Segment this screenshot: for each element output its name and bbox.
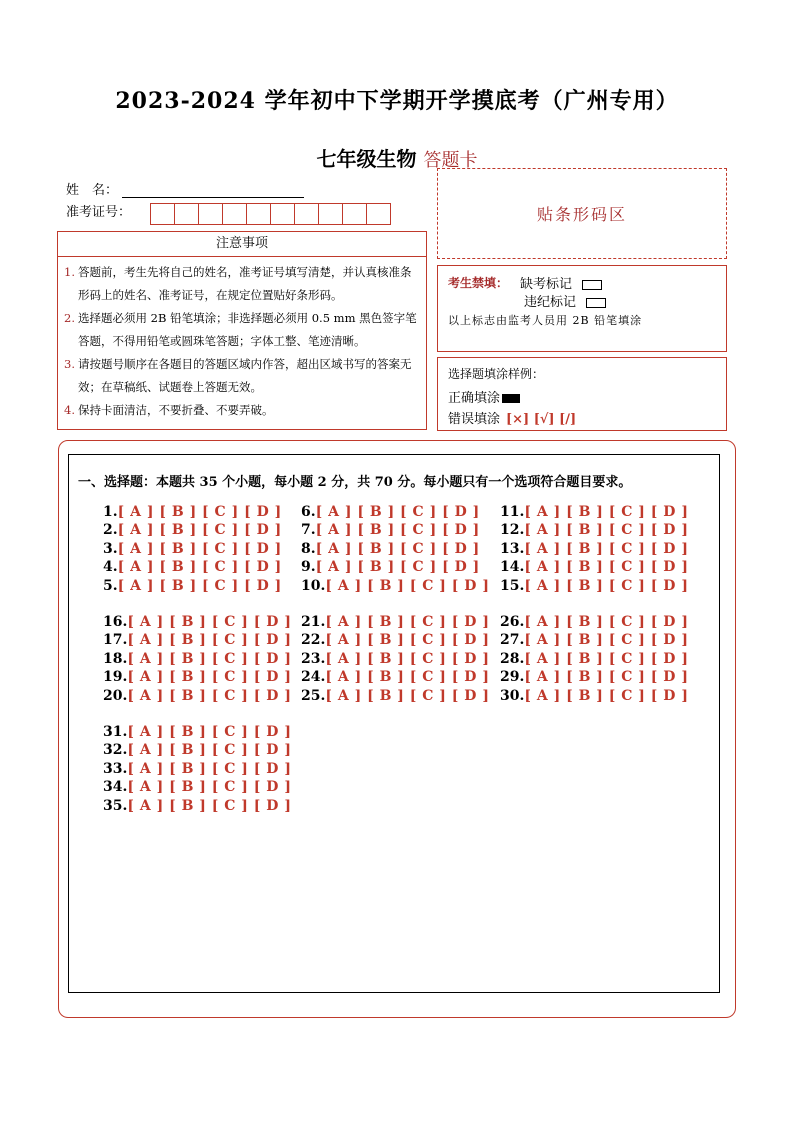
question-row[interactable] xyxy=(500,687,688,705)
section-title: 一、选择题：本题共 35 个小题，每小题 2 分，共 70 分。每小题只有一个选项符合题目要求。 xyxy=(78,475,632,490)
question-number: 1. xyxy=(103,504,118,520)
question-row[interactable] xyxy=(103,503,282,521)
name-row xyxy=(66,179,304,198)
question-number: 20. xyxy=(103,687,128,704)
question-row[interactable] xyxy=(500,631,688,649)
subject-name: 七年级生物 xyxy=(316,147,417,171)
answer-options[interactable]: [ A ] [ B ] [ C ] [ D ] xyxy=(315,522,480,539)
violation-mark-row: 违纪标记 xyxy=(524,291,606,310)
answer-options[interactable]: [ A ] [ B ] [ C ] [ D ] xyxy=(127,742,292,759)
question-row[interactable] xyxy=(301,521,480,539)
filled-mark xyxy=(502,394,520,403)
question-row[interactable] xyxy=(301,577,489,595)
answer-options[interactable]: [ A ] [ B ] [ C ] [ D ] xyxy=(524,559,689,576)
question-row[interactable] xyxy=(103,540,282,558)
id-digit-box[interactable] xyxy=(270,203,295,225)
question-number: 22. xyxy=(301,632,326,649)
question-row[interactable] xyxy=(500,668,688,686)
answer-options[interactable]: [ A ] [ B ] [ C ] [ D ] xyxy=(325,614,490,630)
absent-mark-box[interactable] xyxy=(582,280,602,290)
question-row[interactable] xyxy=(500,558,688,576)
answer-options[interactable]: [ A ] [ B ] [ C ] [ D ] xyxy=(524,522,689,539)
id-digit-box[interactable] xyxy=(150,203,175,225)
question-number: 8. xyxy=(301,540,316,557)
question-number: 3. xyxy=(103,540,118,557)
answer-options[interactable]: [ A ] [ B ] [ C ] [ D ] xyxy=(524,577,689,594)
notice-box xyxy=(57,231,427,430)
id-digit-box[interactable] xyxy=(222,203,247,225)
answer-options[interactable]: [ A ] [ B ] [ C ] [ D ] xyxy=(325,577,490,594)
question-number: 29. xyxy=(500,669,525,686)
answer-options[interactable]: [ A ] [ B ] [ C ] [ D ] xyxy=(127,650,292,667)
question-row[interactable] xyxy=(500,613,688,631)
name-label: 姓 名： xyxy=(66,183,119,198)
question-row[interactable] xyxy=(301,558,480,576)
answer-options[interactable]: [ A ] [ B ] [ C ] [ D ] xyxy=(524,504,689,520)
question-number: 6. xyxy=(301,504,316,520)
question-row[interactable] xyxy=(301,613,489,631)
notice-item: 4. 保持卡面清洁，不要折叠、不要弄破。 xyxy=(64,403,274,417)
answer-options[interactable]: [ A ] [ B ] [ C ] [ D ] xyxy=(325,669,490,686)
question-row[interactable] xyxy=(103,760,291,778)
question-number: 5. xyxy=(103,577,118,594)
notice-item: 2. 选择题必须用 2B 铅笔填涂；非选择题必须用 0.5 mm 黑色签字笔答题，不得用铅笔或圆珠笔答题；字体工整、笔迹清晰。 xyxy=(64,311,417,348)
question-number: 19. xyxy=(103,669,128,686)
absent-mark-row: 缺考标记 xyxy=(520,273,602,292)
question-row[interactable] xyxy=(500,540,688,558)
answer-options[interactable]: [ A ] [ B ] [ C ] [ D ] xyxy=(117,540,282,557)
correct-fill-row: 正确填涂 xyxy=(448,387,520,406)
answer-options[interactable]: [ A ] [ B ] [ C ] [ D ] xyxy=(325,687,490,704)
question-row[interactable] xyxy=(301,631,489,649)
question-number: 17. xyxy=(103,632,128,649)
answer-options[interactable]: [ A ] [ B ] [ C ] [ D ] xyxy=(315,504,480,520)
question-number: 7. xyxy=(301,522,316,539)
examiner-only-box xyxy=(437,265,727,352)
id-digit-box[interactable] xyxy=(174,203,199,225)
question-row[interactable] xyxy=(500,650,688,668)
id-digit-box[interactable] xyxy=(366,203,391,225)
question-number: 30. xyxy=(500,687,525,704)
answer-options[interactable]: [ A ] [ B ] [ C ] [ D ] xyxy=(524,540,689,557)
question-row[interactable] xyxy=(500,577,688,595)
question-number: 2. xyxy=(103,522,118,539)
question-row[interactable] xyxy=(500,521,688,539)
id-digit-box[interactable] xyxy=(198,203,223,225)
question-number: 31. xyxy=(103,724,128,740)
question-number: 23. xyxy=(301,650,326,667)
question-number: 25. xyxy=(301,687,326,704)
question-row[interactable] xyxy=(301,687,489,705)
id-digit-box[interactable] xyxy=(246,203,271,225)
answer-options[interactable]: [ A ] [ B ] [ C ] [ D ] xyxy=(127,724,292,740)
question-number: 18. xyxy=(103,650,128,667)
question-row[interactable] xyxy=(103,778,291,796)
answer-options[interactable]: [ A ] [ B ] [ C ] [ D ] xyxy=(315,540,480,557)
answer-options[interactable]: [ A ] [ B ] [ C ] [ D ] xyxy=(524,650,689,667)
answer-options[interactable]: [ A ] [ B ] [ C ] [ D ] xyxy=(117,559,282,576)
question-number: 10. xyxy=(301,577,326,594)
answer-options[interactable]: [ A ] [ B ] [ C ] [ D ] xyxy=(127,687,292,704)
answer-options[interactable]: [ A ] [ B ] [ C ] [ D ] xyxy=(524,632,689,649)
question-row[interactable] xyxy=(301,650,489,668)
id-digit-box[interactable] xyxy=(342,203,367,225)
answer-options[interactable]: [ A ] [ B ] [ C ] [ D ] xyxy=(127,797,292,814)
id-digit-box[interactable] xyxy=(294,203,319,225)
question-row[interactable] xyxy=(301,668,489,686)
question-number: 34. xyxy=(103,779,128,796)
answer-options[interactable]: [ A ] [ B ] [ C ] [ D ] xyxy=(127,760,292,777)
answer-options[interactable]: [ A ] [ B ] [ C ] [ D ] xyxy=(117,504,282,520)
notice-item: 1. 答题前，考生先将自己的姓名，准考证号填写清楚，并认真核准条形码上的姓名、准考证号，在规定位置贴好条形码。 xyxy=(64,265,412,302)
exam-id-boxes[interactable] xyxy=(151,203,391,225)
question-number: 28. xyxy=(500,650,525,667)
question-number: 33. xyxy=(103,760,128,777)
question-row[interactable] xyxy=(103,723,291,741)
id-digit-box[interactable] xyxy=(318,203,343,225)
wrong-fill-row: 错误填涂 [×] [√] [/] xyxy=(448,412,577,427)
answer-options[interactable]: [ A ] [ B ] [ C ] [ D ] xyxy=(117,577,282,594)
answer-options[interactable]: [ A ] [ B ] [ C ] [ D ] xyxy=(524,687,689,704)
question-row[interactable] xyxy=(103,577,282,595)
answer-options[interactable]: [ A ] [ B ] [ C ] [ D ] xyxy=(127,669,292,686)
answer-options[interactable]: [ A ] [ B ] [ C ] [ D ] xyxy=(127,614,292,630)
question-number: 9. xyxy=(301,559,316,576)
question-number: 4. xyxy=(103,559,118,576)
ban-note: 以上标志由监考人员用 2B 铅笔填涂 xyxy=(448,314,643,327)
question-row[interactable] xyxy=(103,558,282,576)
question-number: 15. xyxy=(500,577,525,594)
answer-options[interactable]: [ A ] [ B ] [ C ] [ D ] xyxy=(325,650,490,667)
answer-options[interactable]: [ A ] [ B ] [ C ] [ D ] xyxy=(524,614,689,630)
barcode-area xyxy=(437,168,727,259)
question-row[interactable] xyxy=(103,631,291,649)
question-number: 16. xyxy=(103,614,128,630)
page-title: 2023-2024 学年初中下学期开学摸底考（广州专用） xyxy=(115,88,679,114)
question-number: 26. xyxy=(500,614,525,630)
question-row[interactable] xyxy=(301,540,480,558)
question-row[interactable] xyxy=(103,668,291,686)
wrong-marks: [×] [√] [/] xyxy=(506,412,577,427)
notice-item: 3. 请按题号顺序在各题目的答题区域内作答，超出区域书写的答案无效；在草稿纸、试题卷上答题无效。 xyxy=(64,357,412,394)
question-row[interactable] xyxy=(301,503,480,521)
question-number: 27. xyxy=(500,632,525,649)
question-row[interactable] xyxy=(103,613,291,631)
question-number: 32. xyxy=(103,742,128,759)
question-number: 24. xyxy=(301,669,326,686)
question-number: 35. xyxy=(103,797,128,814)
question-number: 11. xyxy=(500,504,525,520)
answer-options[interactable]: [ A ] [ B ] [ C ] [ D ] xyxy=(315,559,480,576)
ban-label: 考生禁填： xyxy=(448,276,509,290)
question-row[interactable] xyxy=(103,650,291,668)
question-row[interactable] xyxy=(103,741,291,759)
answer-options[interactable]: [ A ] [ B ] [ C ] [ D ] xyxy=(524,669,689,686)
violation-mark-box[interactable] xyxy=(586,298,606,308)
answer-card-label: 答题卡 xyxy=(423,150,478,171)
barcode-label: 贴条形码区 xyxy=(536,205,627,224)
id-label: 准考证号： xyxy=(66,205,132,220)
sample-title: 选择题填涂样例： xyxy=(448,367,545,381)
answer-options[interactable]: [ A ] [ B ] [ C ] [ D ] xyxy=(325,632,490,649)
answer-options[interactable]: [ A ] [ B ] [ C ] [ D ] xyxy=(127,779,292,796)
question-row[interactable] xyxy=(500,503,688,521)
question-number: 21. xyxy=(301,614,326,630)
question-row[interactable] xyxy=(103,521,282,539)
question-number: 14. xyxy=(500,559,525,576)
question-row[interactable] xyxy=(103,797,291,815)
answer-options[interactable]: [ A ] [ B ] [ C ] [ D ] xyxy=(117,522,282,539)
question-row[interactable] xyxy=(103,687,291,705)
name-field[interactable] xyxy=(122,183,304,198)
question-number: 13. xyxy=(500,540,525,557)
question-number: 12. xyxy=(500,522,525,539)
answer-options[interactable]: [ A ] [ B ] [ C ] [ D ] xyxy=(127,632,292,649)
fill-sample-box xyxy=(437,357,727,431)
notice-title: 注意事项 xyxy=(58,232,426,257)
